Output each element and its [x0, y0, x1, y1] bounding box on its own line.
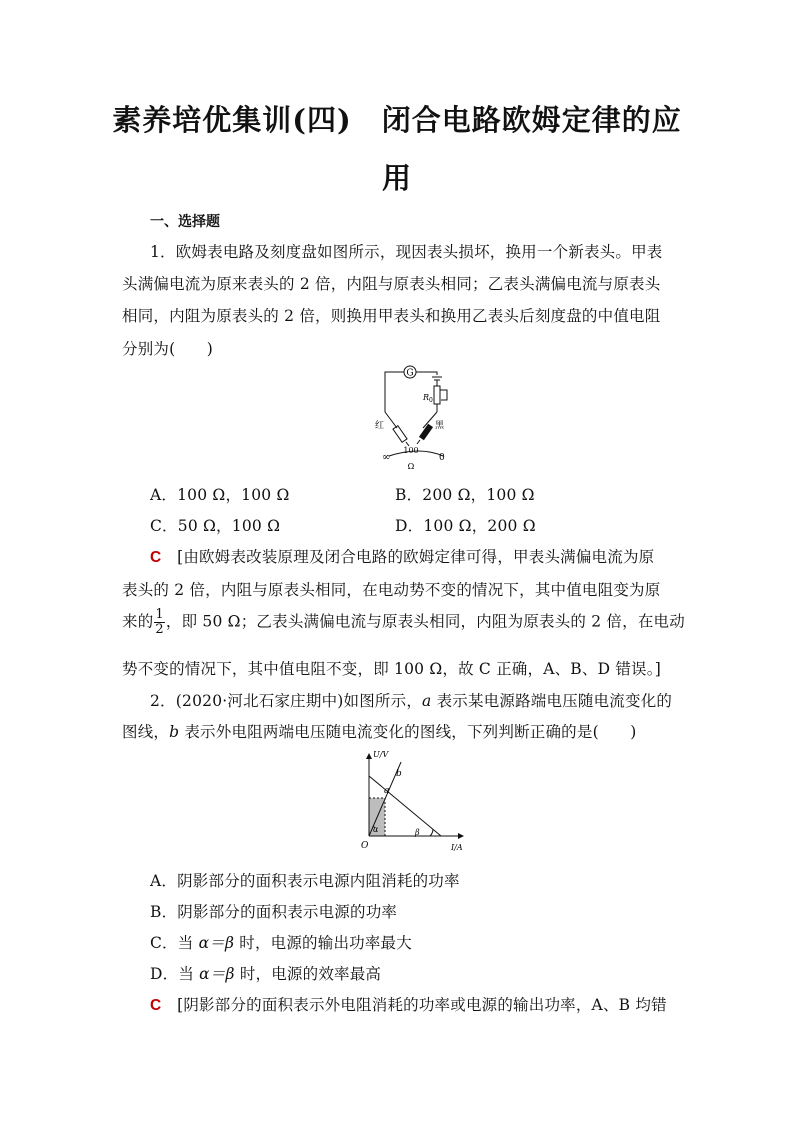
q1-option-d: D．100 Ω，200 Ω — [395, 517, 536, 535]
resistor-subscript: 0 — [429, 397, 433, 404]
q1-explanation-line-4: 势不变的情况下，其中值电阻不变，即 100 Ω，故 C 正确，A、B、D 错误。] — [122, 660, 661, 678]
q2-option-d-pre: D．当 — [150, 965, 200, 983]
q1-option-c: C．50 Ω，100 Ω — [150, 517, 281, 535]
q1-explanation-line-3 — [122, 608, 685, 637]
q1-expl-text-1: [由欧姆表改装原理及闭合电路的欧姆定律可得，甲表头满偏电流为原 — [177, 548, 655, 566]
scale-unit-label: Ω — [407, 462, 415, 471]
alpha-angle-label: α — [373, 825, 379, 834]
origin-label: O — [361, 841, 369, 851]
q2-option-c-post: 时，电源的输出功率最大 — [234, 934, 412, 952]
fraction-denominator: 2 — [155, 622, 164, 637]
q2-var-b: b — [169, 723, 180, 741]
red-probe-label: 红 — [375, 421, 385, 431]
q2-text-2b: 表示外电阻两端电压随电流变化的图线，下列判断正确的是( ) — [179, 723, 637, 741]
one-half-fraction — [154, 608, 164, 637]
q2-option-c-pre: C．当 — [150, 934, 199, 952]
q2-option-d — [150, 962, 381, 984]
q1-explanation-line-2: 表头的 2 倍，内阻与原表头相同，在电动势不变的情况下，其中值电阻变为原 — [122, 581, 661, 599]
q2-option-a: A．阴影部分的面积表示电源内阻消耗的功率 — [150, 872, 460, 890]
q2-option-d-condition: α＝β — [199, 965, 235, 983]
q1-option-a: A．100 Ω，100 Ω — [150, 486, 290, 504]
q1-option-b: B．200 Ω，100 Ω — [395, 486, 535, 504]
ohmmeter-circuit-figure — [375, 362, 465, 474]
q1-line-2: 头满偏电流为原来表头的 2 倍，内阻与原表头相同；乙表头满偏电流与原表头 — [122, 275, 661, 293]
resistor-label: R — [423, 393, 430, 402]
q2-line-1 — [150, 689, 672, 711]
q1-explanation-line-1 — [150, 545, 654, 567]
q1-line-3: 相同，内阻为原表头的 2 倍，则换用甲表头和换用乙表头后刻度盘的中值电阻 — [122, 307, 661, 325]
q2-explanation-line-1 — [150, 993, 667, 1015]
section-heading: 一、选择题 — [150, 214, 220, 230]
line-a-label: a — [384, 786, 390, 796]
q2-expl-text: [阴影部分的面积表示外电阻消耗的功率或电源的输出功率，A、B 均错 — [177, 996, 667, 1014]
q1-expl-text-3b: ，即 50 Ω；乙表头满偏电流与原表头相同，内阻为原表头的 2 倍，在电动 — [165, 612, 685, 631]
galvanometer-label: G — [406, 368, 414, 379]
scale-zero-label: 0 — [439, 453, 445, 463]
page-title-line1: 素养培优集训(四) 闭合电路欧姆定律的应 — [112, 103, 682, 137]
line-b-label: b — [396, 769, 402, 779]
scale-infinity-label: ∞ — [382, 452, 391, 463]
q2-var-a: a — [422, 692, 432, 710]
fraction-numerator: 1 — [155, 607, 164, 622]
u-i-graph-figure — [355, 746, 470, 858]
y-axis-label: U/V — [373, 750, 389, 759]
q2-option-c-condition: α＝β — [198, 934, 235, 952]
q2-option-b: B．阴影部分的面积表示电源的功率 — [150, 903, 398, 921]
q2-text-1b: 表示某电源路端电压随电流变化的 — [431, 692, 673, 710]
beta-angle-label: β — [415, 828, 420, 837]
black-probe-label: 黑 — [435, 421, 445, 431]
q2-option-c — [150, 931, 412, 953]
page-title-line2: 用 — [381, 161, 412, 195]
q1-expl-text-3a: 来的 — [122, 612, 154, 631]
q2-answer: C — [150, 997, 162, 1014]
q2-text-1a: 2．(2020·河北石家庄期中)如图所示， — [150, 692, 423, 710]
q1-line-1: 1．欧姆表电路及刻度盘如图所示，现因表头损坏，换用一个新表头。甲表 — [150, 243, 663, 261]
x-axis-label: I/A — [451, 843, 463, 852]
q1-answer: C — [150, 549, 162, 566]
scale-mid-label: 100 — [403, 446, 419, 455]
q2-option-d-post: 时，电源的效率最高 — [234, 965, 382, 983]
q1-line-4: 分别为( ) — [122, 340, 213, 358]
q2-line-2 — [122, 720, 636, 742]
q2-text-2a: 图线， — [122, 723, 170, 741]
